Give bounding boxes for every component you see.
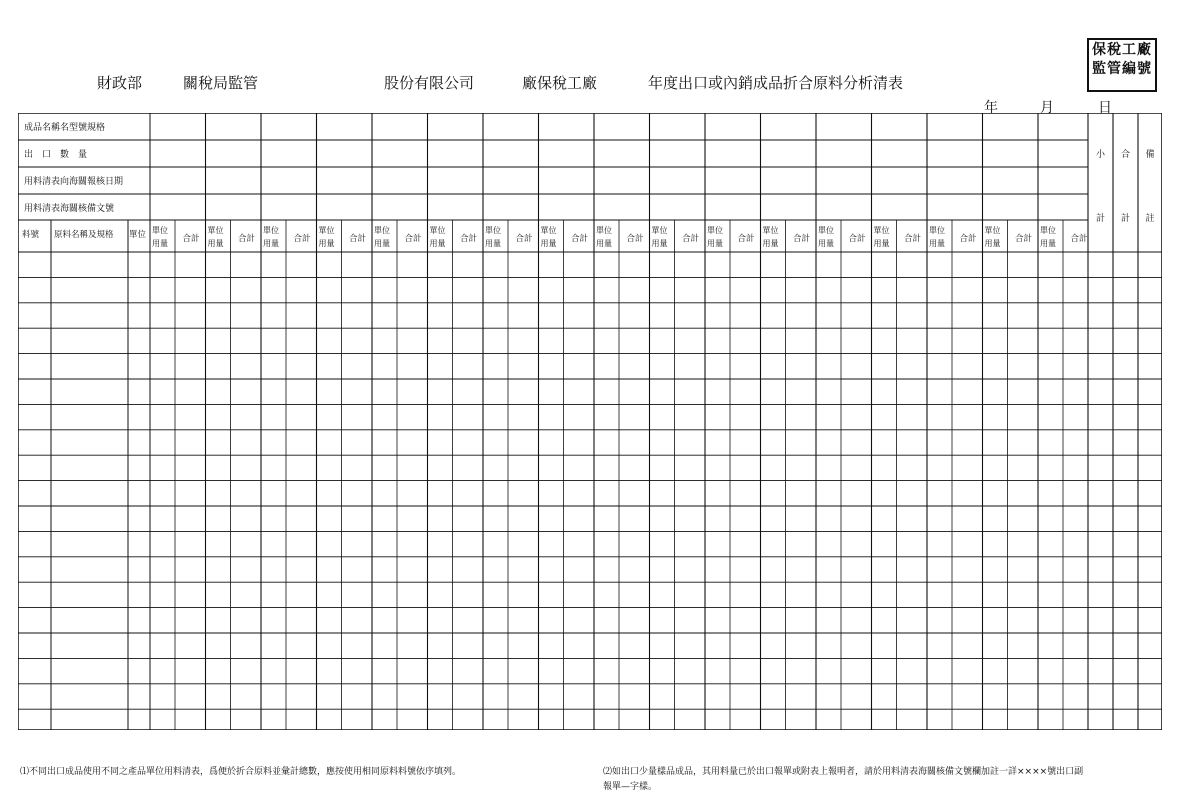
unit-usage-header-a: 單位 bbox=[318, 226, 335, 235]
unit-usage-header-a: 單位 bbox=[707, 226, 723, 235]
total-header: 合計 bbox=[792, 234, 811, 244]
unit-usage-header-b: 用量 bbox=[374, 239, 390, 248]
unit-usage-header-a: 單位 bbox=[873, 226, 890, 235]
unit-usage-header-a: 單位 bbox=[152, 226, 168, 235]
total-header: 合計 bbox=[293, 234, 311, 244]
top-row-label-0: 成品名稱名型號規格 bbox=[24, 123, 106, 133]
stamp-box-line1: 保稅工廠 bbox=[1092, 42, 1152, 58]
unit-usage-header-b: 用量 bbox=[873, 239, 890, 248]
total-header: 合計 bbox=[626, 234, 644, 244]
unit-usage-header-b: 用量 bbox=[1040, 239, 1056, 248]
unit-usage-header-a: 單位 bbox=[374, 226, 390, 235]
unit-usage-header-a: 單位 bbox=[1040, 226, 1056, 235]
remark-header-bottom: 註 bbox=[1145, 214, 1155, 224]
total-header: 合計 bbox=[237, 234, 256, 244]
unit-usage-header-b: 用量 bbox=[207, 239, 224, 248]
page-title: 年度出口或內銷成品折合原料分析清表 bbox=[648, 74, 904, 92]
unit-usage-header-b: 用量 bbox=[929, 239, 945, 248]
unit-usage-header-b: 用量 bbox=[707, 239, 723, 248]
footnote-2a: ⑵如出口少量樣品成品，其用料量已於出口報單或附表上報明者，請於用料清表海關核備文號欄加註一詳××××號出口副 bbox=[603, 767, 1084, 777]
material-header: 原料名稱及規格 bbox=[54, 230, 114, 240]
unit-usage-header-b: 用量 bbox=[762, 239, 779, 248]
total-header: 合計 bbox=[737, 234, 755, 244]
footnote-1: ⑴不同出口成品使用不同之產品單位用料清表，爲便於折合原料並彙計總數，應按使用相同原料料號依序填列。 bbox=[20, 767, 462, 777]
subtotal-header-bottom: 計 bbox=[1095, 214, 1106, 224]
total-header: 合計 bbox=[348, 234, 367, 244]
unit-usage-header-a: 單位 bbox=[540, 226, 557, 235]
unit-usage-header-a: 單位 bbox=[263, 226, 279, 235]
total-header: 合計 bbox=[1070, 234, 1088, 244]
top-row-label-2: 用料清表向海關報核日期 bbox=[24, 177, 124, 187]
part-no-header: 料號 bbox=[22, 230, 40, 240]
top-row-label-3: 用料清表海關核備文號 bbox=[24, 204, 115, 214]
footnote-2b: 報單—字樣。 bbox=[603, 782, 658, 792]
unit-usage-header-a: 單位 bbox=[207, 226, 224, 235]
total-header: 合計 bbox=[959, 234, 977, 244]
unit-usage-header-a: 單位 bbox=[485, 226, 501, 235]
total-header: 合計 bbox=[459, 234, 478, 244]
unit-usage-header-a: 單位 bbox=[429, 226, 446, 235]
total-header: 合計 bbox=[1014, 234, 1033, 244]
day-label: 日 bbox=[1098, 100, 1112, 116]
subtotal-header-top: 小 bbox=[1095, 150, 1106, 160]
total-header: 合計 bbox=[848, 234, 866, 244]
unit-usage-header-b: 用量 bbox=[984, 239, 1001, 248]
year-label: 年 bbox=[984, 100, 998, 116]
unit-usage-header-a: 單位 bbox=[929, 226, 945, 235]
unit-usage-header-a: 單位 bbox=[651, 226, 668, 235]
supervision-number-box bbox=[1087, 38, 1157, 92]
stamp-box-line2: 監管編號 bbox=[1092, 61, 1152, 77]
total-header: 合計 bbox=[404, 234, 422, 244]
unit-usage-header-b: 用量 bbox=[318, 239, 335, 248]
top-row-label-1: 出 口 數 量 bbox=[24, 150, 88, 160]
unit-usage-header-b: 用量 bbox=[152, 239, 168, 248]
total-header: 合計 bbox=[903, 234, 922, 244]
unit-usage-header-a: 單位 bbox=[818, 226, 834, 235]
ministry-label: 財政部 bbox=[97, 74, 143, 92]
unit-usage-header-b: 用量 bbox=[485, 239, 501, 248]
total-header: 合計 bbox=[515, 234, 533, 244]
unit-usage-header-b: 用量 bbox=[818, 239, 834, 248]
unit-usage-header-a: 單位 bbox=[984, 226, 1001, 235]
unit-header: 單位 bbox=[129, 230, 147, 240]
total-header: 合計 bbox=[681, 234, 700, 244]
company-label: 股份有限公司 bbox=[384, 74, 475, 92]
total-header: 合計 bbox=[182, 234, 200, 244]
unit-usage-header-b: 用量 bbox=[651, 239, 668, 248]
factory-label: 廠保稅工廠 bbox=[522, 74, 598, 92]
unit-usage-header-b: 用量 bbox=[596, 239, 612, 248]
unit-usage-header-a: 單位 bbox=[762, 226, 779, 235]
customs-label: 關稅局監管 bbox=[183, 74, 259, 92]
unit-usage-header-b: 用量 bbox=[540, 239, 557, 248]
unit-usage-header-b: 用量 bbox=[263, 239, 279, 248]
unit-usage-header-a: 單位 bbox=[596, 226, 612, 235]
remark-header-top: 備 bbox=[1145, 150, 1155, 160]
unit-usage-header-b: 用量 bbox=[429, 239, 446, 248]
total-header: 合計 bbox=[570, 234, 589, 244]
grand-total-header-top: 合 bbox=[1120, 150, 1131, 160]
grand-total-header-bottom: 計 bbox=[1120, 214, 1131, 224]
analysis-table bbox=[18, 113, 1162, 730]
month-label: 月 bbox=[1040, 100, 1054, 116]
